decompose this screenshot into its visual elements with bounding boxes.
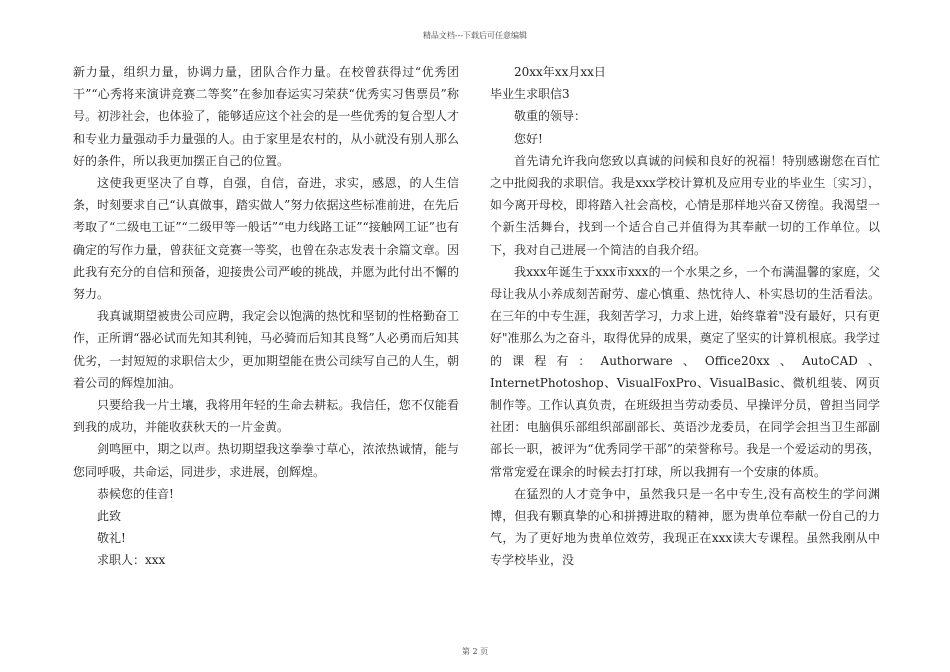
date-line: 20xx年xx月xx日 — [514, 65, 606, 79]
signature-line: 求职人：xxx — [97, 553, 166, 568]
paragraph: 我xxx年诞生于xxx市xxx的一个水果之乡，一个布满温馨的家庭，父母让我从小养成刻苦耐劳、虚心慎重、热忱待人、朴实恳切的生活看法。在三年的中专生涯，我刻苦学习，力求上进，始终靠着"没有最好，只有更好"准那么为之奋斗，取得优异的成果，奠定了坚实的计算机根底。我学过的课程有：Authorware、Office20xx、AutoCAD、InternetPhotoshop、VisualFoxPro、VisualBasic、微机组装、网页制作等。工作认真负责，在班级担当劳动委员、早操评分员，曾担当同学社团：电脑俱乐部组织部副部长、英语沙龙委员，在同学会担当卫生部副部长一职，被评为“优秀同学干部”的荣誉称号。我是一个爱运动的男孩，常常宠爱在课余的时候去打打球，所以我拥有一个安康的体质。 — [490, 264, 880, 479]
page-number: 第 2 页 — [461, 647, 489, 656]
salutation: 敬重的领导： — [514, 109, 587, 124]
paragraph: 只要给我一片土壤，我将用年轻的生命去耕耘。我信任，您不仅能看到我的成功，并能收获秋天的一片金黄。 — [73, 398, 459, 435]
paragraph: 这使我更坚决了自尊，自强，自信，奋进，求实，感恩，的人生信条，时刻要求自己“认真做事，踏实做人”努力依据这些标准前进，在先后考取了“二级电工证”“二级甲等一般话”“电力线路工证”“接触网工证”也有确定的写作力量，曾获征文竞赛一等奖，也曾在杂志发表十余篇文章。因此我有充分的自信和预备，迎接贵公司严峻的挑战，并愿为此付出不懈的努力。 — [73, 176, 459, 302]
section-title: 毕业生求职信3 — [490, 87, 570, 102]
closing-line: 恭候您的佳音! — [97, 486, 174, 501]
paragraph: 我真诚期望被贵公司应聘，我定会以饱满的热忱和坚韧的性格勤奋工作，正所谓“器必试而先知其利钝，马必骑而后知其良驽”人必勇而后知其优劣，一封短短的求职信太少，更加期望能在贵公司续写自己的人生，朝着公司的辉煌加油。 — [73, 309, 459, 390]
right-column — [490, 61, 880, 572]
greeting: 您好! — [514, 131, 543, 146]
closing-line: 敬礼! — [97, 531, 126, 546]
paragraph: 首先请允许我向您致以真诚的问候和良好的祝福！特别感谢您在百忙之中批阅我的求职信。我是xxx学校计算机及应用专业的毕业生〔实习〕，如今离开母校，即将踏入社会高校，心情是那样地兴奋又傍徨。我渴望一个新生活舞台，找到一个适合自己并值得为其奉献一切的工作单位。以下，我对自己进展一个简洁的自我介绍。 — [490, 153, 880, 257]
paragraph: 剑鸣匣中，期之以声。热切期望我这拳拳寸草心，浓浓热诚情，能与您同呼吸，共命运，同进步，求进展，创辉煌。 — [73, 442, 459, 479]
page-header: 精品文档---下载后可任意编辑 — [422, 31, 528, 40]
paragraph: 新力量，组织力量，协调力量，团队合作力量。在校曾获得过“优秀团干”“心秀将来演讲竞赛二等奖”在参加春运实习荣获“优秀实习售票员”称号。初涉社会，也体验了，能够适应这个社会的是一些优秀的复合型人才和专业力量强动手力量强的人。由于家里是农村的，从小就没有别人那么好的条件，所以我更加摆正自己的位置。 — [73, 65, 459, 168]
paragraph: 在猛烈的人才竞争中，虽然我只是一名中专生,没有高校生的学问渊博，但我有颗真挚的心和拼搏进取的精神，愿为贵单位奉献一份自己的力气，为了更好地为贵单位效劳，我现正在xxx读大专课程。虽然我刚从中专学校毕业，没 — [490, 486, 880, 568]
closing-line: 此致 — [97, 509, 122, 524]
left-column — [73, 61, 459, 572]
